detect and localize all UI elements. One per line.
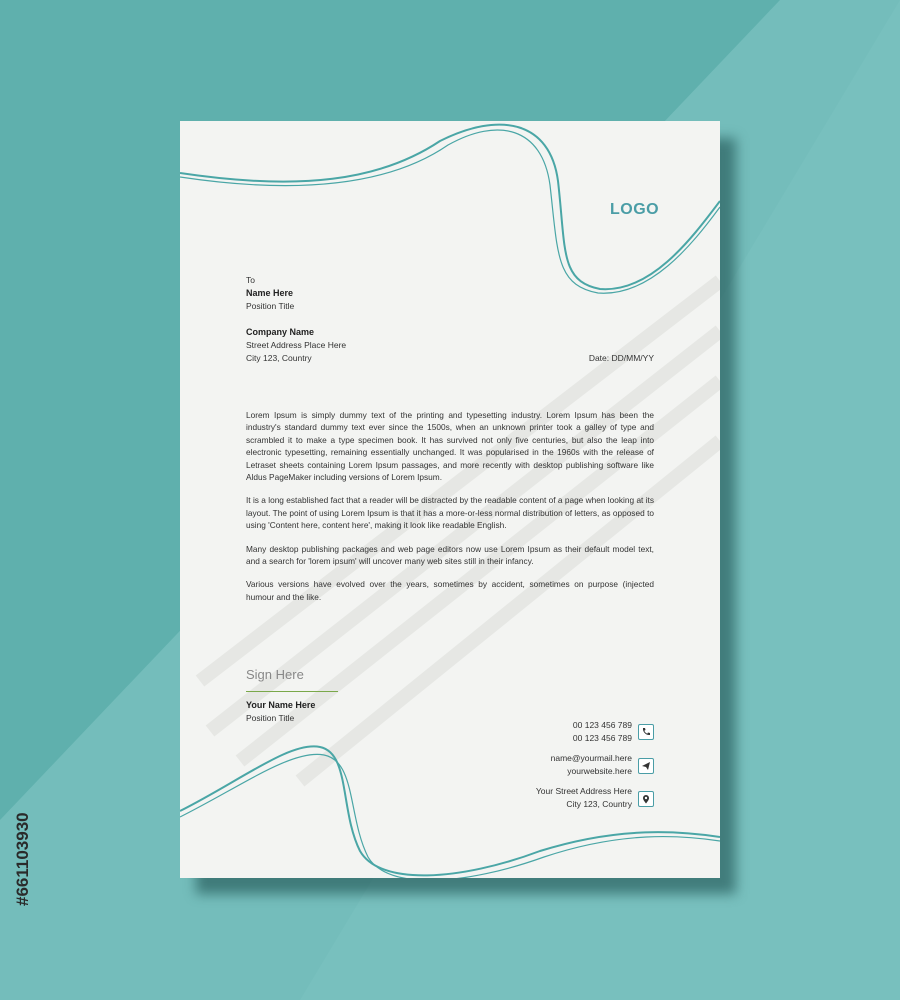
contact-address — [536, 785, 632, 810]
company-city: City 123, Country — [246, 353, 312, 363]
signature-line — [246, 691, 338, 692]
stock-id-text: #661103930 — [13, 812, 32, 906]
recipient-to-label: To — [246, 275, 255, 285]
letter-date: Date: DD/MM/YY — [588, 353, 654, 363]
contact-email: name@yourmail.here — [550, 753, 632, 763]
location-pin-icon — [638, 791, 654, 807]
recipient-position: Position Title — [246, 301, 295, 311]
contact-city: City 123, Country — [566, 798, 632, 809]
signer-position: Position Title — [246, 713, 295, 723]
contact-web — [551, 752, 632, 777]
company-block — [246, 326, 346, 365]
letter-body — [246, 409, 654, 614]
contact-phone: 00 123 456 789 — [572, 732, 632, 743]
body-paragraph: Lorem Ipsum is simply dummy text of the printing and typesetting industry. Lorem Ipsum has been the industry's standard dummy text ever since the 1500s, when an unknown printer took a galley of type and scrambled it to make a type specimen book. It has survived not only five centuries, but also the leap into electronic typesetting, remaining essentially unchanged. It was popularised in the 1960s with the release of Letraset sheets containing Lorem Ipsum passages, and more recently with desktop publishing software like Aldus PageMaker including versions of Lorem Ipsum. — [246, 410, 654, 483]
letterhead-page — [180, 121, 720, 878]
company-logo: LOGO — [610, 201, 660, 218]
sign-label: Sign Here — [246, 667, 304, 682]
contact-phone: 00 123 456 789 — [572, 720, 632, 730]
recipient-block — [246, 274, 294, 313]
contact-website: yourwebsite.here — [567, 765, 632, 776]
send-icon — [638, 758, 654, 774]
body-paragraph: Various versions have evolved over the years, sometimes by accident, sometimes on purpose (injected humour and the like. — [246, 579, 654, 602]
company-street: Street Address Place Here — [246, 340, 347, 350]
signer-name: Your Name Here — [246, 700, 316, 710]
stock-watermark — [6, 766, 40, 906]
body-paragraph: Many desktop publishing packages and web page editors now use Lorem Ipsum as their default model text, and a search for 'lorem ipsum' will uncover many web sites still in their infancy. — [246, 543, 654, 567]
contact-phones — [573, 719, 632, 744]
recipient-name: Name Here — [246, 288, 294, 298]
body-paragraph: It is a long established fact that a reader will be distracted by the readable content of a page when looking at its layout. The point of using Lorem Ipsum is that it has a more-or-less normal distribution of letters, as opposed to using 'Content here, content here', making it look like readable English. — [246, 495, 654, 531]
contact-street: Your Street Address Here — [535, 786, 632, 796]
company-name: Company Name — [246, 327, 315, 337]
phone-icon — [638, 724, 654, 740]
signer-block — [246, 699, 315, 725]
